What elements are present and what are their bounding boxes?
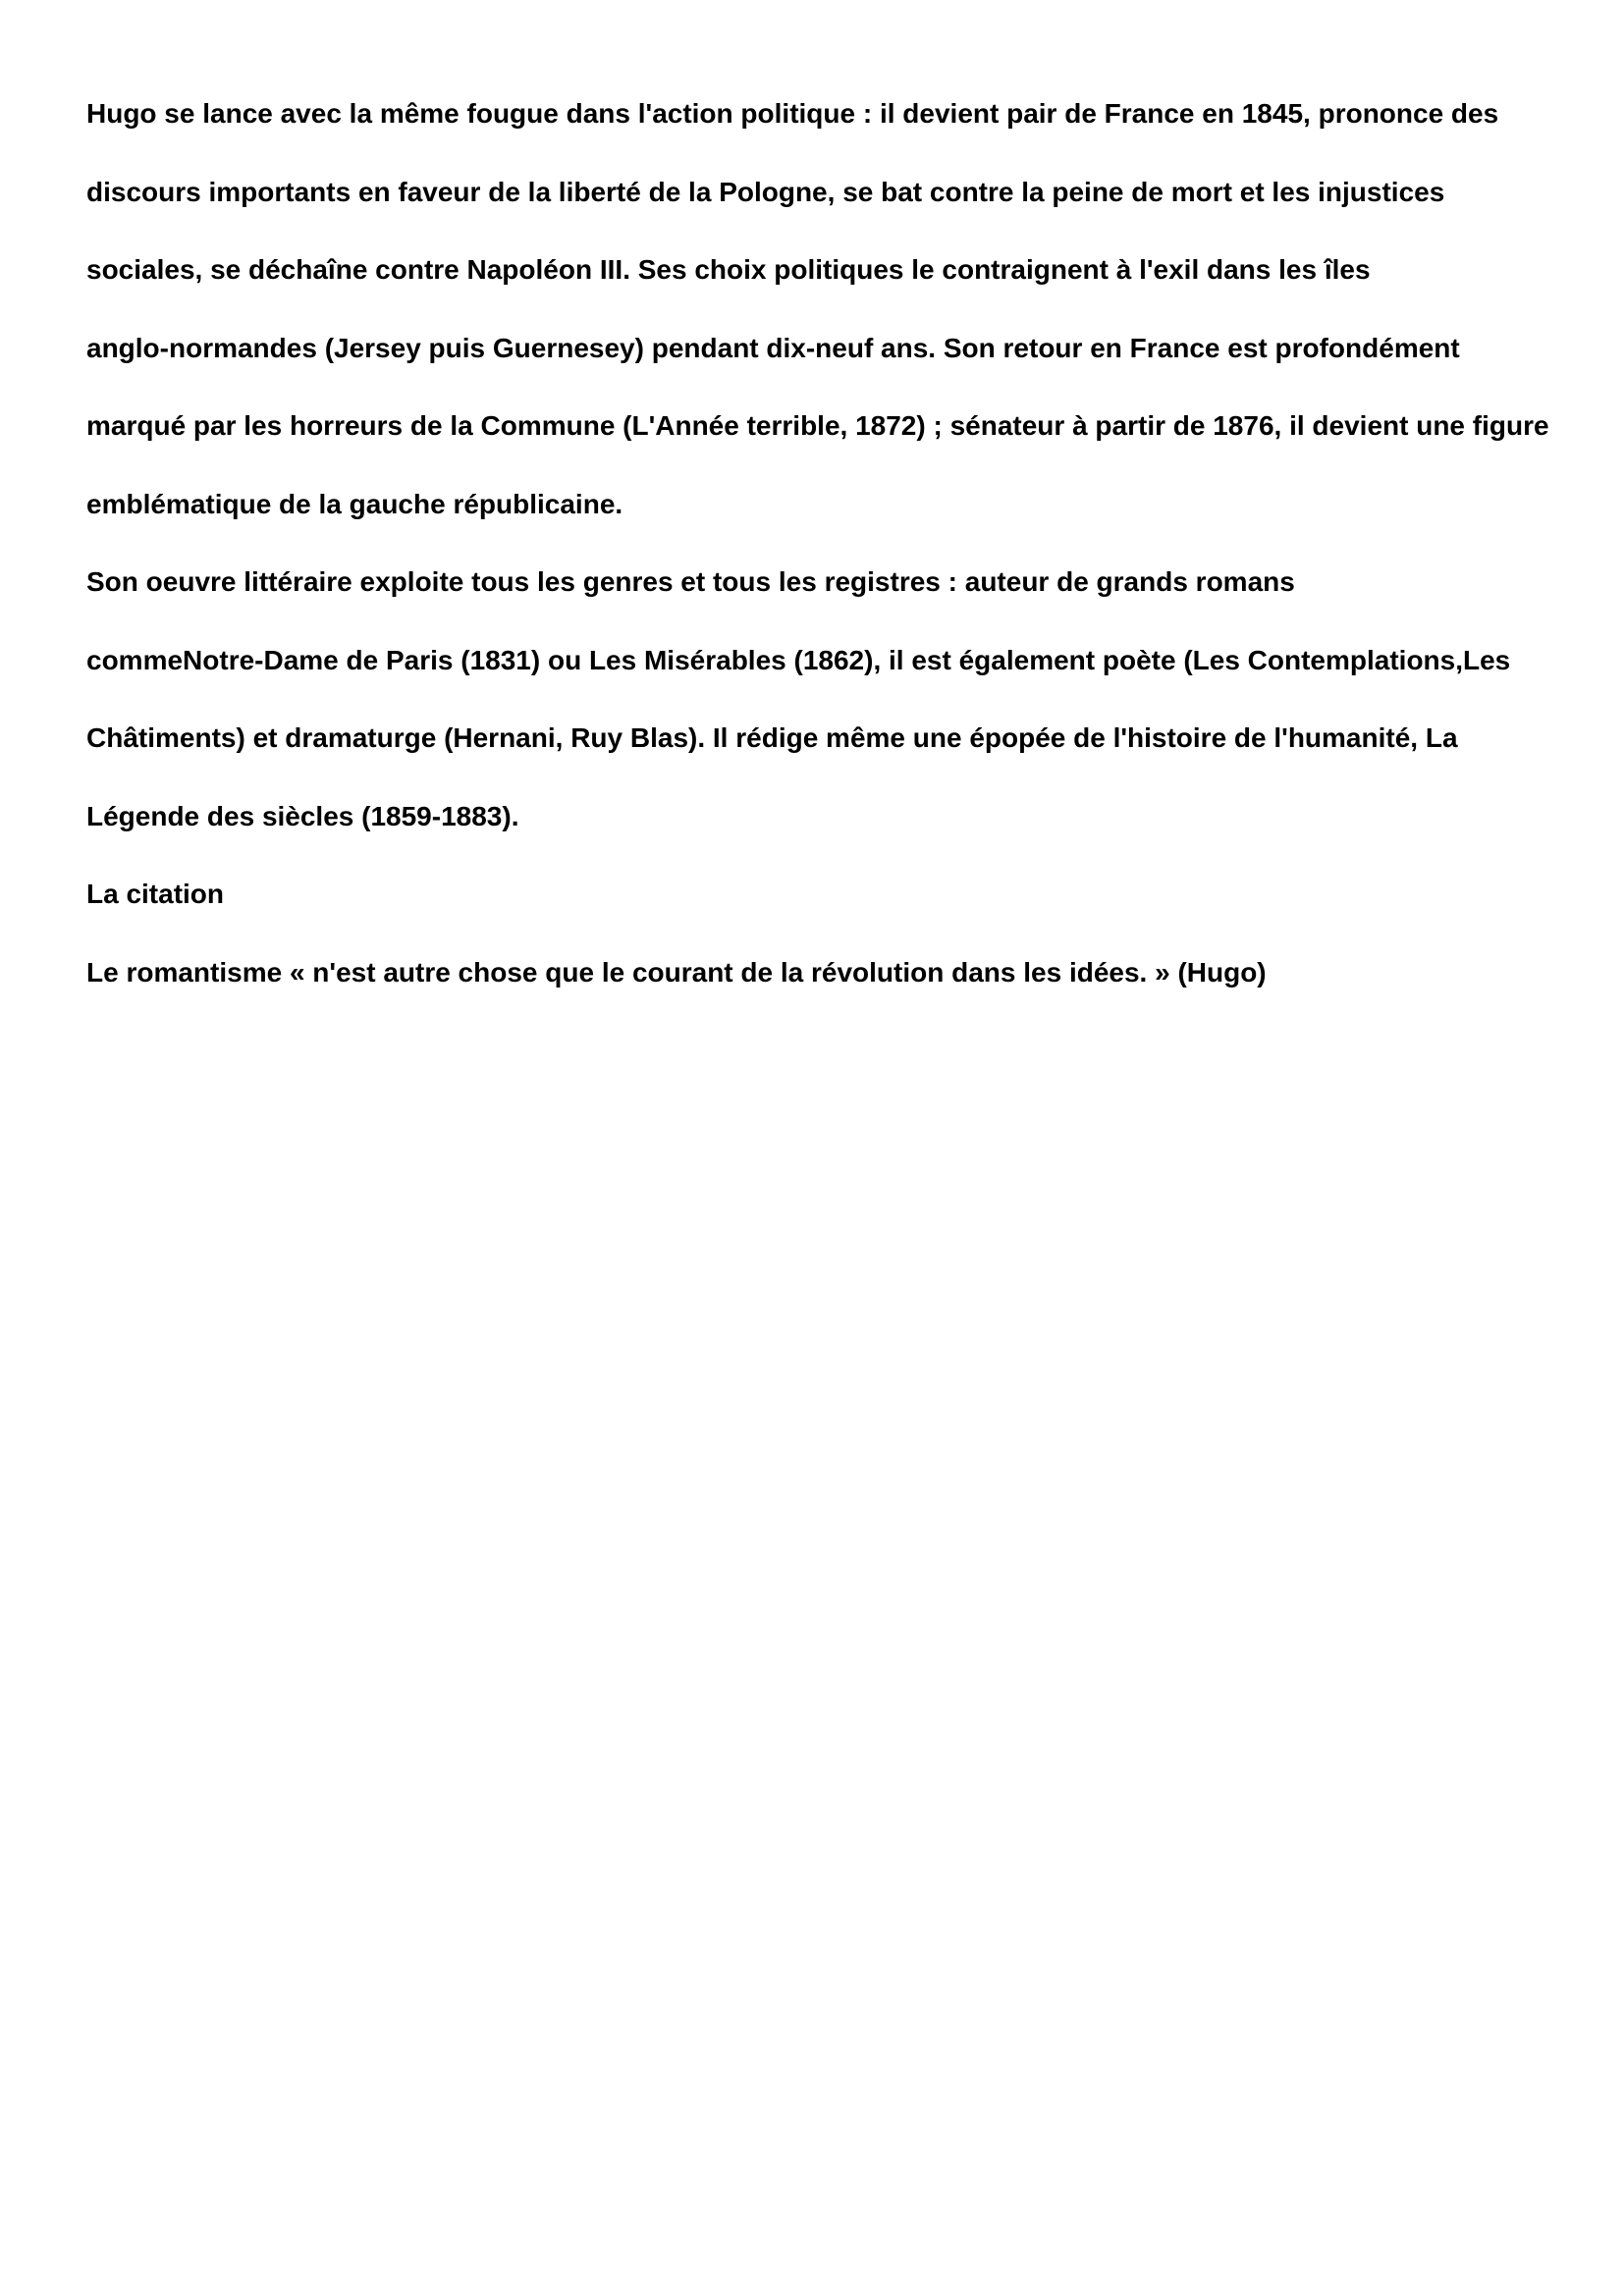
- paragraph-works-line-4: Légende des siècles (1859-1883).: [86, 800, 519, 831]
- citation-heading: La citation: [86, 879, 225, 909]
- paragraph-politics-line-2: discours importants en faveur de la liberté de la Pologne, se bat contre la peine de mort et les injustices: [86, 176, 1445, 207]
- paragraph-works-line-3: Châtiments) et dramaturge (Hernani, Ruy Blas). Il rédige même une épopée de l'histoire de l'humanité, La: [86, 722, 1458, 753]
- document-body: [86, 94, 1559, 1031]
- paragraph-works-line-1: Son oeuvre littéraire exploite tous les genres et tous les registres : auteur de grands romans: [86, 566, 1295, 597]
- paragraph-politics-line-1: Hugo se lance avec la même fougue dans l'action politique : il devient pair de France en 1845, prononce des: [86, 98, 1499, 129]
- paragraph-politics-line-4: anglo-normandes (Jersey puis Guernesey) pendant dix-neuf ans. Son retour en France est profondément: [86, 332, 1460, 363]
- citation-quote: Le romantisme « n'est autre chose que le courant de la révolution dans les idées. » (Hugo): [86, 956, 1267, 988]
- paragraph-works-line-2: commeNotre-Dame de Paris (1831) ou Les Misérables (1862), il est également poète (Les Contemplations,Les: [86, 644, 1511, 675]
- paragraph-politics-line-6: emblématique de la gauche républicaine.: [86, 488, 623, 519]
- paragraph-politics-line-3: sociales, se déchaîne contre Napoléon III. Ses choix politiques le contraignent à l'exil dans les îles: [86, 254, 1371, 285]
- paragraph-politics-line-5: marqué par les horreurs de la Commune (L'Année terrible, 1872) ; sénateur à partir de 1876, il devient une figure: [86, 410, 1549, 441]
